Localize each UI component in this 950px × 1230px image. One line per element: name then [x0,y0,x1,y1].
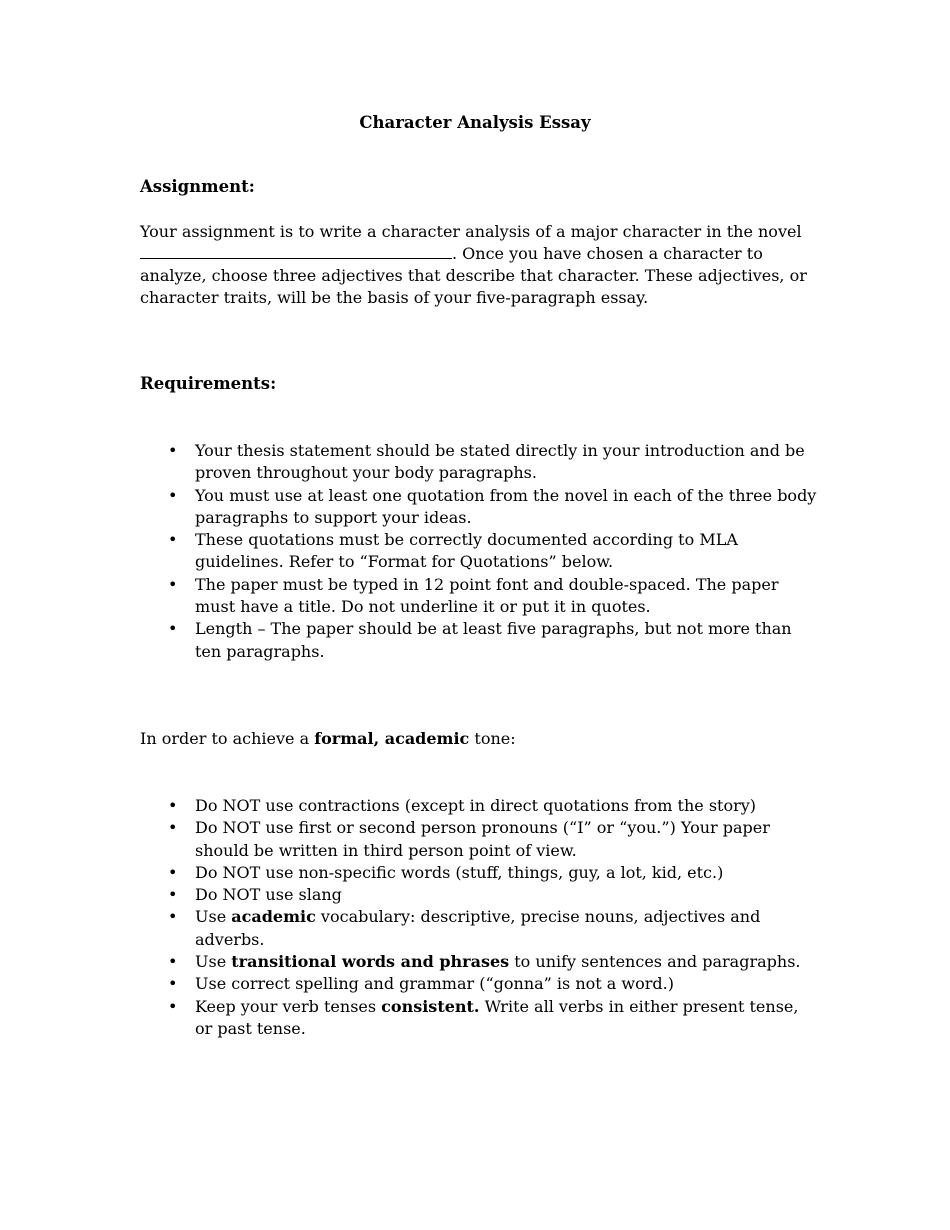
list-item [140,440,820,485]
list-item [140,795,820,817]
tone-item-text: Keep your verb tenses [195,996,382,1016]
assignment-text-before: Your assignment is to write a character analysis of a major character in the novel [140,222,802,241]
tone-item-bold: academic [231,907,316,927]
tone-item-text: Use correct spelling and grammar (“gonna” is not a word.) [195,974,674,994]
requirement-text: Your thesis statement should be stated directly in your introduction and be proven throughout your body paragraphs. [195,441,805,483]
bullet-icon: • [168,952,178,972]
list-item [140,618,820,663]
bullet-icon: • [168,574,178,594]
requirements-list [140,440,820,663]
list-item [140,951,820,973]
list-item [140,529,820,574]
list-item [140,973,820,995]
bullet-icon: • [168,441,178,460]
tone-intro-bold: formal, academic [314,729,470,748]
tone-intro-before: In order to achieve a [140,729,315,748]
list-item [140,884,820,906]
tone-item-text: Do NOT use non-specific words (stuff, things, guy, a lot, kid, etc.) [195,862,724,882]
bullet-icon: • [168,818,178,838]
bullet-icon: • [168,996,178,1016]
tone-item-bold: transitional words and phrases [231,952,510,972]
tone-item-text: Do NOT use first or second person pronouns (“I” or “you.”) Your paper should be written in third person point of view. [195,818,770,860]
list-item [140,862,820,884]
tone-item-text-after: to unify sentences and paragraphs. [509,952,801,972]
tone-intro-after: tone: [469,729,516,748]
bullet-icon: • [168,796,178,815]
bullet-icon: • [168,885,178,905]
tone-list [140,795,820,1040]
assignment-heading: Assignment: [140,177,255,196]
tone-intro [140,728,820,750]
page-title: Character Analysis Essay [359,113,591,132]
requirement-text: You must use at least one quotation from the novel in each of the three body paragraphs to support your ideas. [195,485,817,527]
tone-item-bold: consistent. [381,996,480,1016]
tone-item-text-after: Write all verbs in either present tense, or past tense. [195,996,799,1038]
list-item [140,996,820,1041]
requirement-text: These quotations must be correctly documented according to MLA guidelines. Refer to “Format for Quotations” below. [195,530,738,572]
tone-item-text: Use [195,952,232,972]
tone-item-text: Do NOT use slang [195,885,342,905]
bullet-icon: • [168,530,178,550]
requirement-text: The paper must be typed in 12 point font and double-spaced. The paper must have a title. Do not underline it or put it in quotes. [195,574,779,617]
list-item [140,485,820,530]
tone-item-text: Do NOT use contractions (except in direct quotations from the story) [195,796,757,815]
bullet-icon: • [168,619,178,639]
bullet-icon: • [168,974,178,994]
requirement-text: Length – The paper should be at least five paragraphs, but not more than ten paragraphs. [195,619,792,661]
novel-blank-line [140,244,452,259]
list-item [140,574,820,619]
tone-item-text: Use [195,907,232,927]
bullet-icon: • [168,907,178,927]
assignment-text-after: . Once you have chosen a character to analyze, choose three adjectives that describe that character. These adjectives, or character traits, will be the basis of your five-paragraph essay. [140,244,807,307]
tone-item-text-after: vocabulary: descriptive, precise nouns, adjectives and adverbs. [195,907,761,949]
bullet-icon: • [168,485,178,505]
list-item [140,817,820,862]
assignment-paragraph [140,221,820,309]
list-item [140,906,820,951]
requirements-heading: Requirements: [140,374,277,393]
bullet-icon: • [168,862,178,882]
